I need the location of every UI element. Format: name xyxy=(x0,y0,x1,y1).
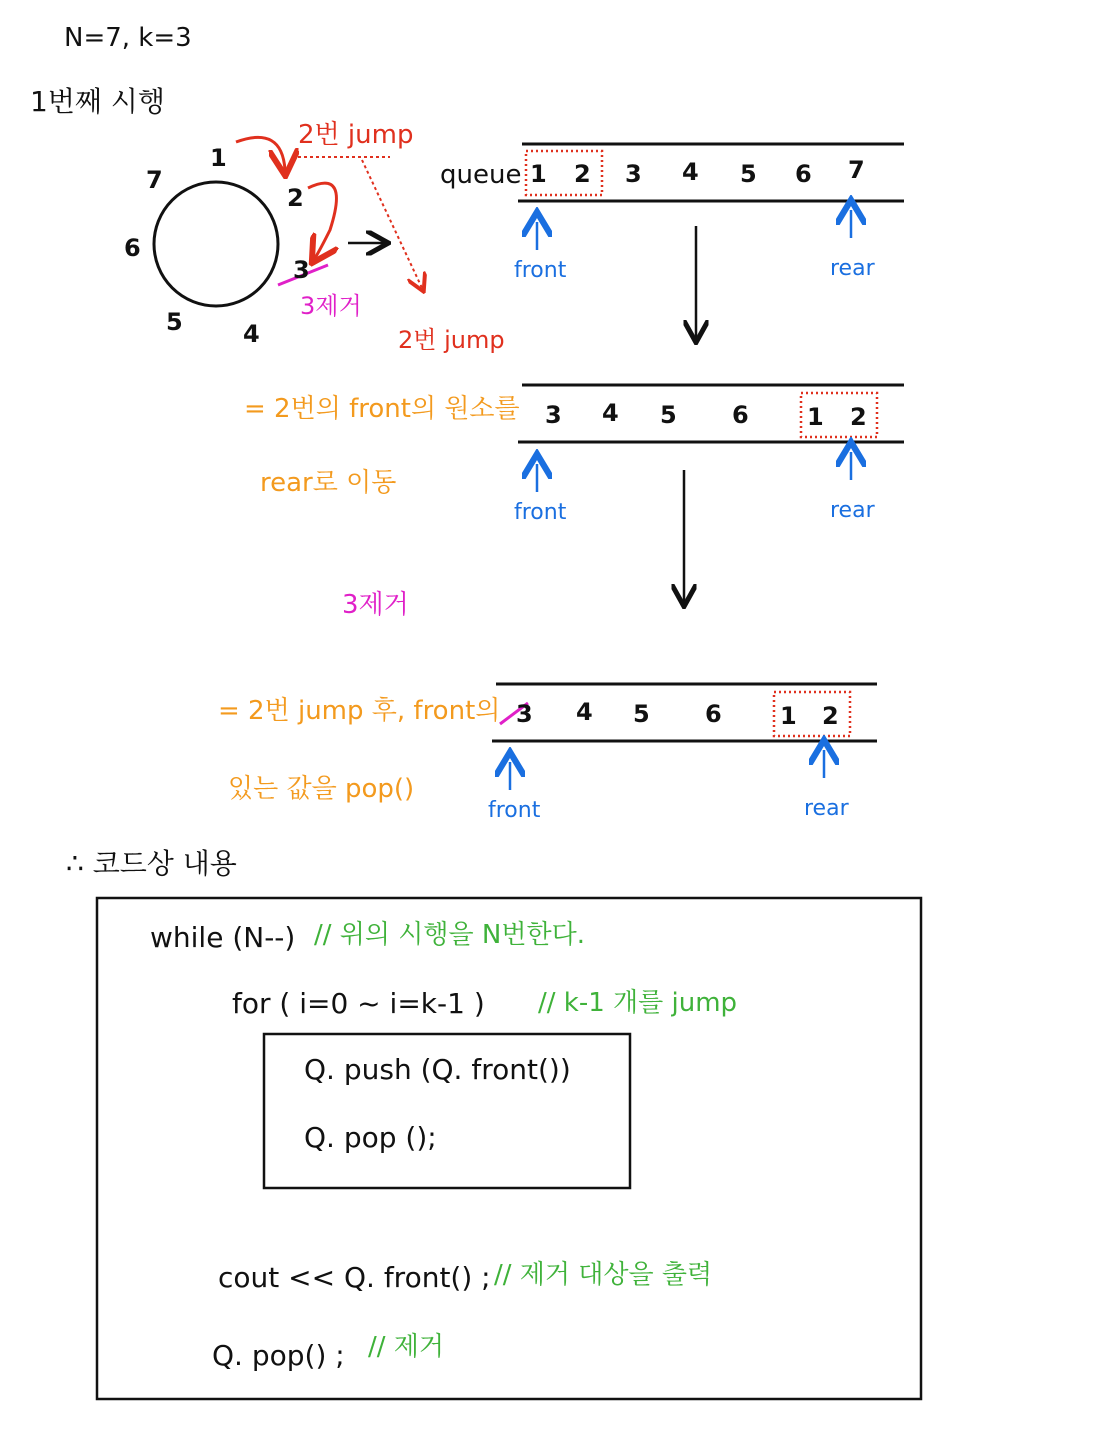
code-inner-pop: Q. pop (); xyxy=(304,1121,437,1154)
row2-cell-4: 6 xyxy=(732,401,749,429)
jump-label-side: 2번 jump xyxy=(398,326,505,354)
row3-rear-label: rear xyxy=(804,796,849,821)
note1-line1: = 2번의 front의 원소를 xyxy=(244,394,520,424)
row3-cell-6: 2 xyxy=(822,702,839,730)
jump-arrow-1 xyxy=(236,137,285,170)
row1-cell-3: 3 xyxy=(625,160,642,188)
code-outer-box xyxy=(97,898,921,1399)
row2-front-label: front xyxy=(514,500,567,525)
code-while-comment: // 위의 시행을 N번한다. xyxy=(314,920,585,950)
iteration-title: 1번째 시행 xyxy=(30,85,165,118)
note2-line1: = 2번 jump 후, front의 xyxy=(218,696,501,726)
code-pop-line: Q. pop() ; xyxy=(212,1339,345,1372)
code-for-comment: // k-1 개를 jump xyxy=(538,988,738,1018)
circle-number-1: 1 xyxy=(210,144,227,172)
jump-dotted-diagonal xyxy=(362,160,422,288)
mid-remove-label: 3제거 xyxy=(342,590,409,620)
row3-cell-2: 4 xyxy=(576,698,593,726)
row3-cell-1: 3 xyxy=(516,700,533,728)
row1-cell-1: 1 xyxy=(530,160,547,188)
josephus-circle xyxy=(154,182,278,306)
note1-line2: rear로 이동 xyxy=(260,468,397,498)
row1-rear-label: rear xyxy=(830,256,875,281)
circle-number-2: 2 xyxy=(287,184,304,212)
row1-cell-4: 4 xyxy=(682,158,699,186)
row1-cell-7: 7 xyxy=(848,156,865,184)
code-for-line: for ( i=0 ~ i=k-1 ) xyxy=(232,987,485,1020)
row3-front-label: front xyxy=(488,798,541,823)
note2-line2: 있는 값을 pop() xyxy=(228,774,415,804)
circle-number-3: 3 xyxy=(293,256,310,284)
row1-cell-2: 2 xyxy=(574,160,591,188)
row3-cell-3: 5 xyxy=(633,700,650,728)
row2-cell-6: 2 xyxy=(850,403,867,431)
params-text: N=7, k=3 xyxy=(64,23,192,53)
row3-cell-4: 6 xyxy=(705,700,722,728)
jump-arrow-2 xyxy=(308,183,336,258)
code-section-title: ∴ 코드상 내용 xyxy=(66,847,237,880)
row2-rear-label: rear xyxy=(830,498,875,523)
row2-cell-2: 4 xyxy=(602,399,619,427)
circle-number-7: 7 xyxy=(146,166,163,194)
circle-number-4: 4 xyxy=(243,320,260,348)
row2-cell-5: 1 xyxy=(807,403,824,431)
row1-cell-6: 6 xyxy=(795,160,812,188)
code-pop-comment: // 제거 xyxy=(368,1332,445,1362)
code-while-line: while (N--) xyxy=(150,921,296,954)
row1-front-label: front xyxy=(514,258,567,283)
code-cout-line: cout << Q. front() ; xyxy=(218,1261,491,1294)
circle-number-5: 5 xyxy=(166,308,183,336)
row3-cell-5: 1 xyxy=(780,702,797,730)
row1-cell-5: 5 xyxy=(740,160,757,188)
queue-label: queue xyxy=(440,160,522,190)
code-cout-comment: // 제거 대상을 출력 xyxy=(494,1260,713,1290)
row2-cell-3: 5 xyxy=(660,401,677,429)
row2-cell-1: 3 xyxy=(545,401,562,429)
jump-label-top: 2번 jump xyxy=(298,120,414,150)
circle-remove-label: 3제거 xyxy=(300,292,362,320)
circle-number-6: 6 xyxy=(124,234,141,262)
code-inner-push: Q. push (Q. front()) xyxy=(304,1053,571,1086)
